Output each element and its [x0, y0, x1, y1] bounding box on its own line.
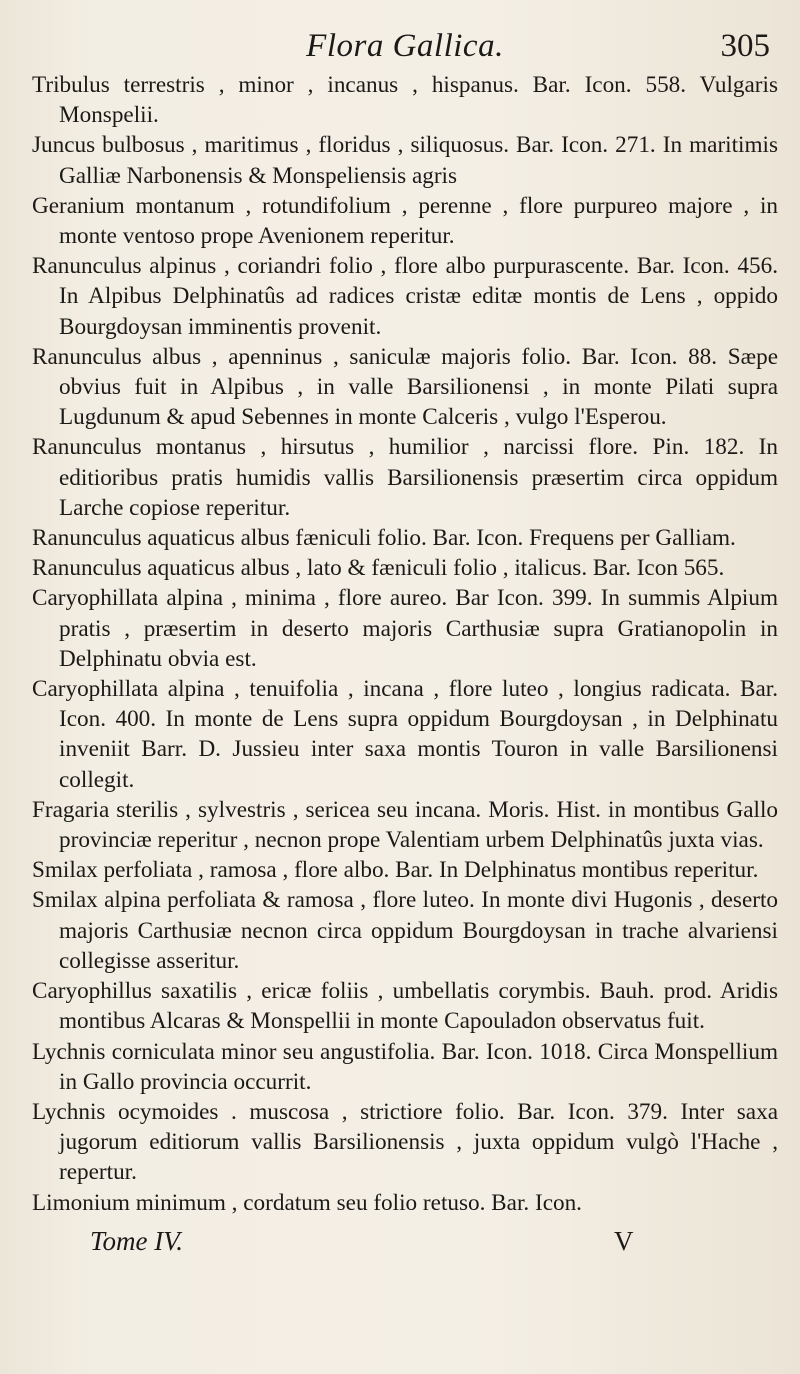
- entry: Lychnis ocymoides . muscosa , strictiore folio. Bar. Icon. 379. Inter saxa jugorum editiorum vallis Barsilionensis , juxta oppidum vulgò l'Hache , repertur.: [32, 1098, 778, 1186]
- entry: Lychnis corniculata minor seu angustifolia. Bar. Icon. 1018. Circa Monspellium in Gallo provincia occurrit.: [32, 1038, 778, 1095]
- entry: Juncus bulbosus , maritimus , floridus , siliquosus. Bar. Icon. 271. In maritimis Galliæ Narbonensis & Monspeliensis agris: [32, 132, 778, 189]
- entry: Caryophillus saxatilis , ericæ foliis , umbellatis corymbis. Bauh. prod. Aridis montibus Alcaras & Monspellii in monte Capouladon observatus fuit.: [32, 978, 778, 1035]
- signature-mark: V: [614, 1225, 634, 1256]
- page-footer: [32, 1226, 778, 1266]
- entry: Ranunculus aquaticus albus fæniculi folio. Bar. Icon. Frequens per Galliam.: [32, 525, 736, 552]
- volume-label: Tome IV.: [90, 1225, 184, 1256]
- entry: Caryophillata alpina , tenuifolia , incana , flore luteo , longius radicata. Bar. Icon. 400. In monte de Lens supra oppidum Bourgdoysan , in Delphinatu inveniit Barr. D. Jussieu inter saxa montis Touron in valle Barsilionensi collegit.: [32, 676, 778, 793]
- entry: Smilax alpina perfoliata & ramosa , flore luteo. In monte divi Hugonis , deserto majoris Carthusiæ necnon circa oppidum Bourgdoysan in trache alvariensi collegisse asseritur.: [32, 887, 778, 974]
- entry: Ranunculus aquaticus albus , lato & fæniculi folio , italicus. Bar. Icon 565.: [32, 555, 725, 582]
- entry: Tribulus terrestris , minor , incanus , hispanus. Bar. Icon. 558. Vulgaris Monspelii.: [32, 72, 778, 129]
- page-number: 305: [720, 28, 770, 64]
- entry: Geranium montanum , rotundifolium , perenne , flore purpureo majore , in monte ventoso prope Avenionem reperitur.: [32, 192, 778, 250]
- entry: Fragaria sterilis , sylvestris , sericea seu incana. Moris. Hist. in montibus Gallo provinciæ reperitur , necnon prope Valentiam urbem Delphinatûs juxta vias.: [32, 796, 778, 854]
- entry: Caryophillata alpina , minima , flore aureo. Bar Icon. 399. In summis Alpium pratis , præsertim in deserto majoris Carthusiæ supra Gratianopolin in Delphinatu obvia est.: [32, 585, 778, 672]
- body-text: [32, 70, 778, 1218]
- entry: Smilax perfoliata , ramosa , flore albo. Bar. In Delphinatus montibus reperitur.: [32, 857, 759, 884]
- entry: Limonium minimum , cordatum seu folio retuso. Bar. Icon.: [32, 1189, 582, 1216]
- entry: Ranunculus alpinus , coriandri folio , flore albo purpurascente. Bar. Icon. 456. In Alpibus Delphinatûs ad radices cristæ editæ montis de Lens , oppido Bourgdoysan imminentis provenit.: [32, 253, 778, 340]
- running-title: Flora Gallica.: [306, 28, 504, 64]
- page-header: [32, 22, 778, 70]
- entry: Ranunculus albus , apenninus , saniculæ majoris folio. Bar. Icon. 88. Sæpe obvius fuit in Alpibus , in valle Barsilionensi , in monte Pilati supra Lugdunum & apud Sebennes in monte Calceris , vulgo l'Esperou.: [32, 343, 778, 431]
- entry: Ranunculus montanus , hirsutus , humilior , narcissi flore. Pin. 182. In editioribus pratis humidis vallis Barsilionensis præsertim circa oppidum Larche copiose reperitur.: [32, 434, 778, 521]
